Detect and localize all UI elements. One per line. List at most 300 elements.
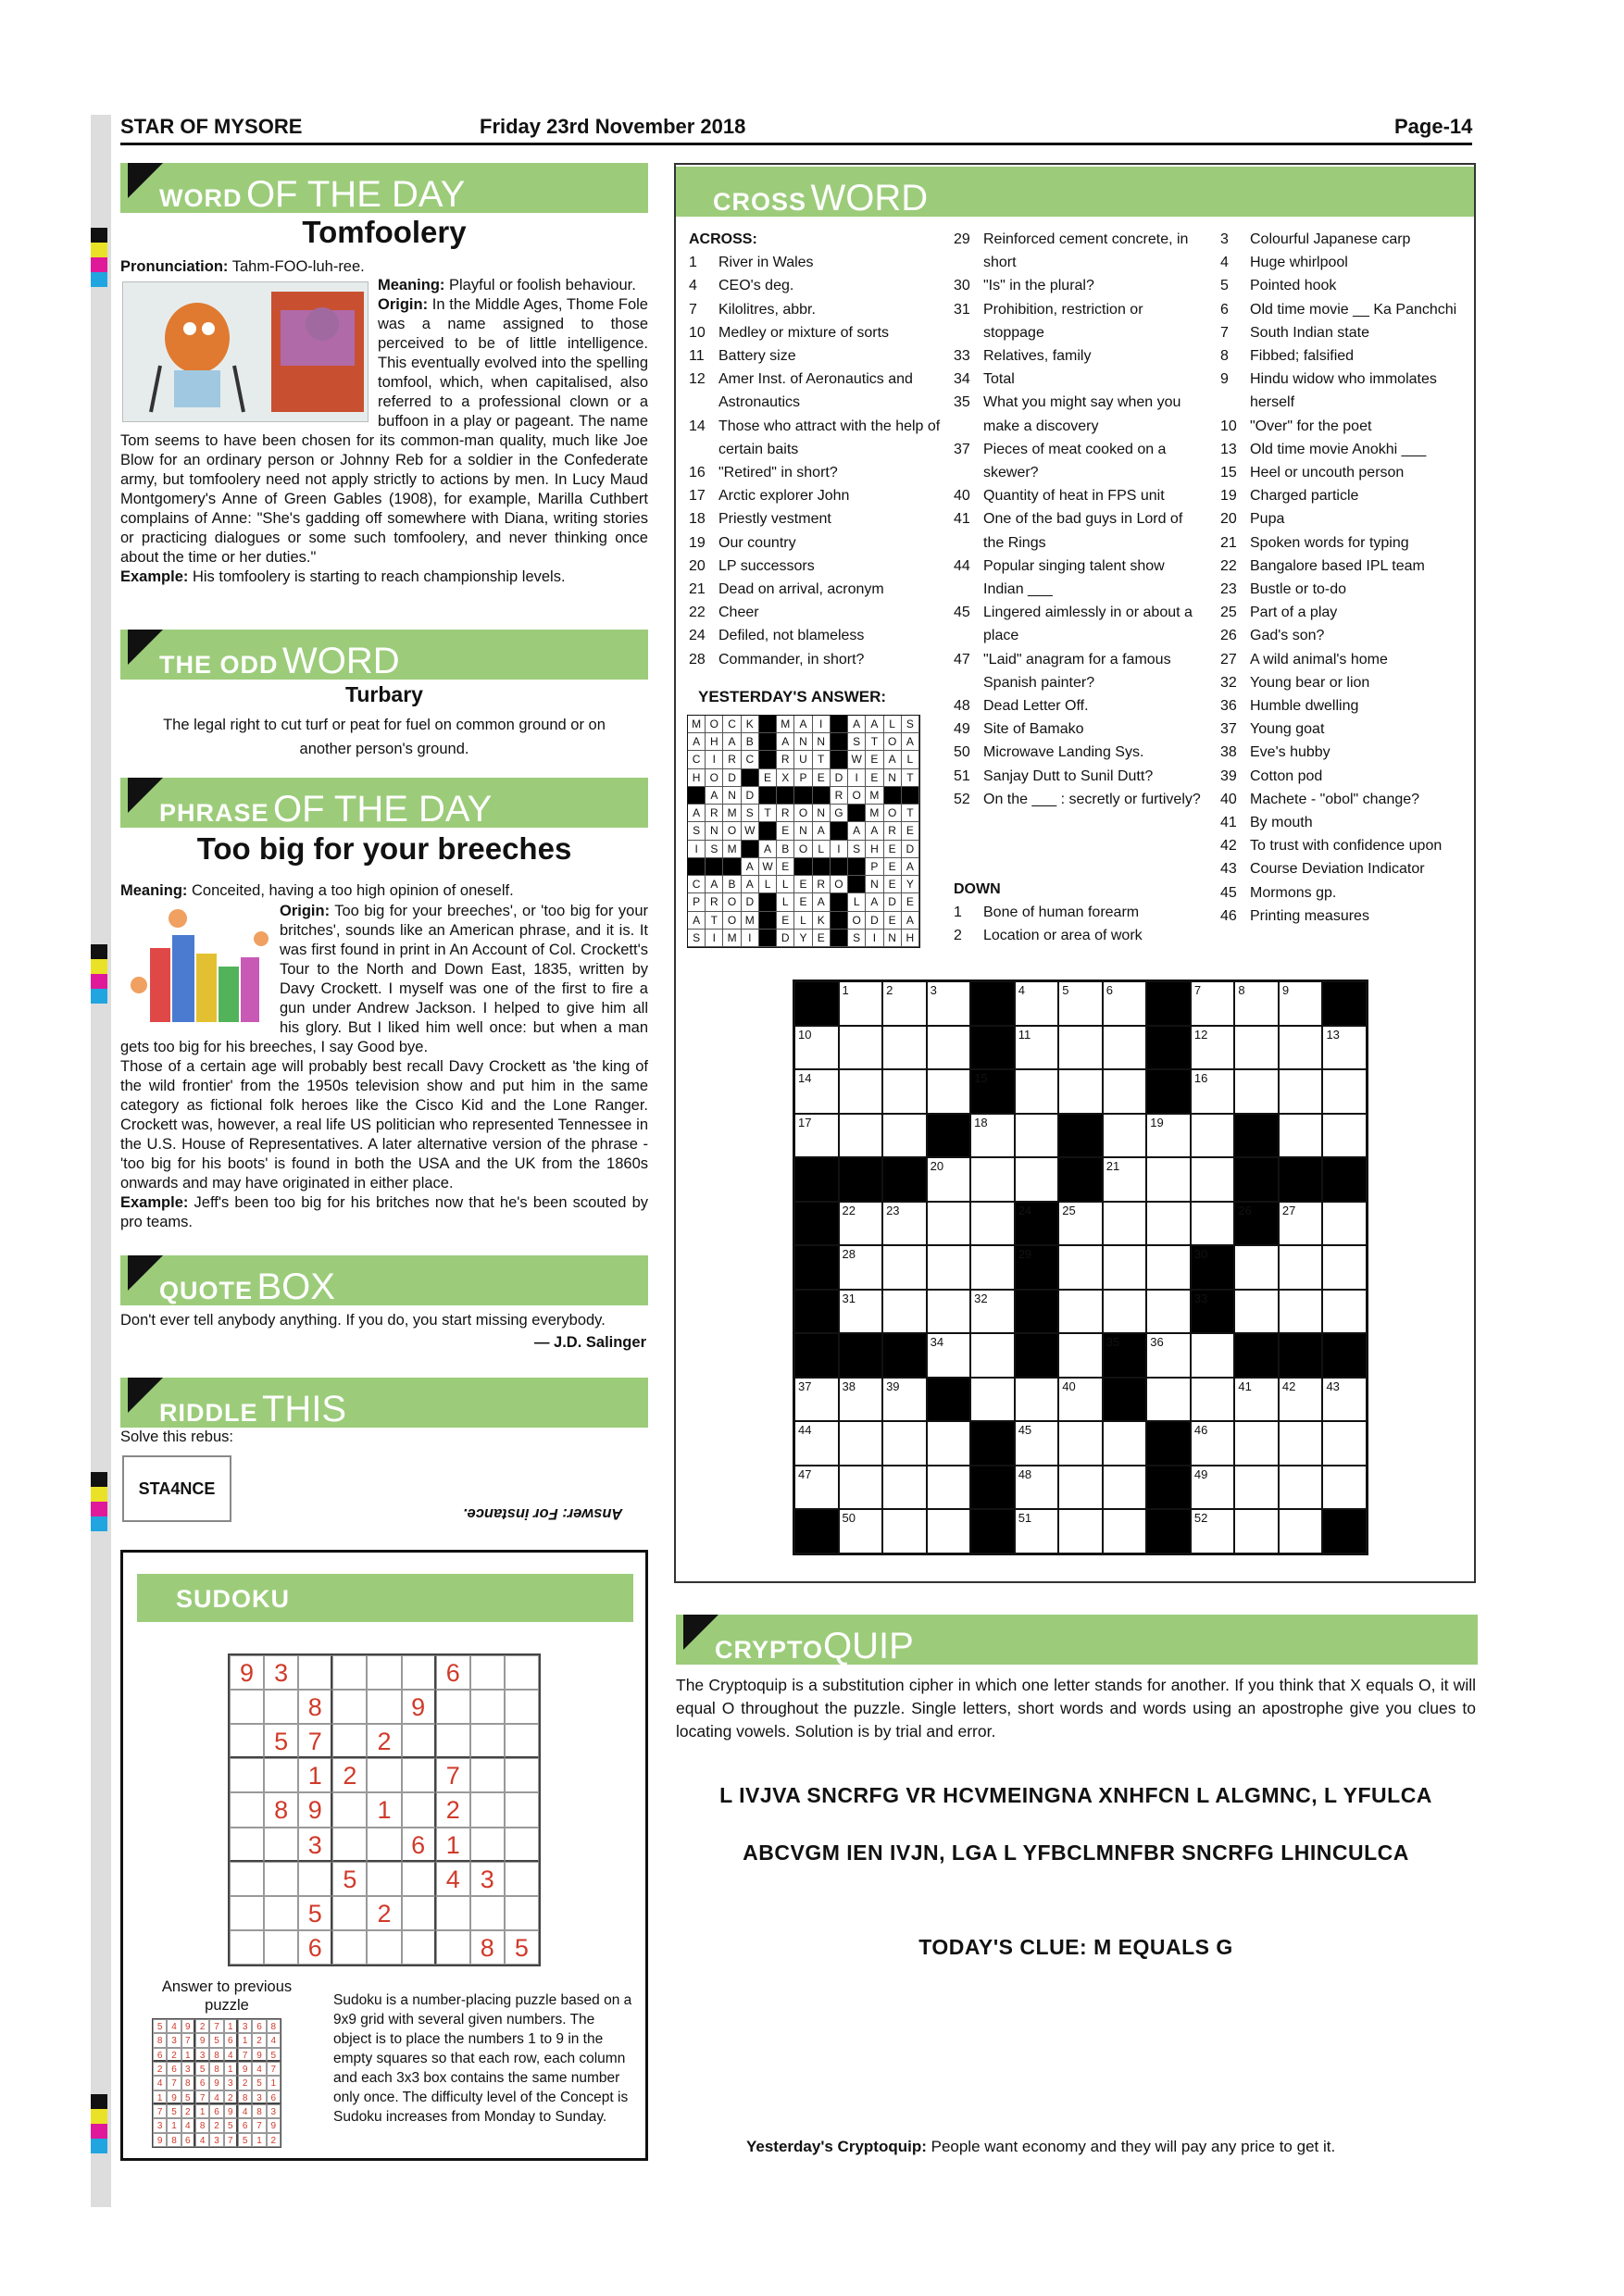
cryptoquip-intro: The Cryptoquip is a substitution cipher in which one letter stands for another. If you think that X equals O, it will equal O throughout the puzzle. Single letters, short words and words using an apostrophe give you clues to locating vowels. Solution is by trial and error.	[676, 1676, 1476, 1741]
crossword-cell[interactable]: 28	[839, 1245, 883, 1290]
crossword-cell[interactable]	[1279, 1509, 1323, 1554]
sudoku-cell[interactable]	[470, 1724, 505, 1758]
crossword-cell[interactable]	[839, 1421, 883, 1466]
crossword-cell[interactable]: 51	[1015, 1509, 1059, 1554]
crossword-cell[interactable]	[1234, 1466, 1279, 1510]
sudoku-cell: 6	[252, 2019, 266, 2033]
yesterday-cell	[831, 733, 848, 751]
sudoku-cell: 3	[209, 2133, 223, 2147]
sudoku-cell: 7	[209, 2019, 223, 2033]
crossword-cell[interactable]	[1058, 1290, 1103, 1334]
clue-down2-37: 37 Young goat	[1220, 721, 1325, 738]
sudoku-cell[interactable]: 4	[436, 1862, 470, 1896]
crossword-cell[interactable]: 19	[1146, 1114, 1191, 1158]
crossword-cell[interactable]	[1234, 1069, 1279, 1114]
sudoku-cell[interactable]	[264, 1930, 298, 1965]
clue-down2-5: 5 Pointed hook	[1220, 278, 1337, 294]
crossword-cell[interactable]	[1058, 1509, 1103, 1554]
crossword-cell[interactable]	[1322, 1069, 1367, 1114]
sudoku-cell[interactable]	[332, 1724, 367, 1758]
crossword-cell[interactable]	[882, 1290, 927, 1334]
crossword-cell[interactable]	[1146, 1290, 1191, 1334]
crossword-block	[927, 1378, 971, 1422]
crossword-cell[interactable]: 34	[927, 1333, 971, 1378]
crossword-cell[interactable]	[1015, 1069, 1059, 1114]
yesterday-cell: U	[794, 751, 812, 768]
crossword-cell[interactable]: 22	[839, 1202, 883, 1246]
sudoku-cell[interactable]	[402, 1862, 436, 1896]
yesterday-cell: R	[706, 805, 723, 822]
crossword-cell[interactable]: 44	[794, 1421, 839, 1466]
crossword-cell[interactable]	[839, 1466, 883, 1510]
yesterday-cell: O	[884, 805, 902, 822]
sudoku-cell[interactable]	[402, 1896, 436, 1930]
crossword-cell[interactable]	[1279, 1245, 1323, 1290]
sudoku-cell: 6	[195, 2076, 209, 2090]
crossword-cell[interactable]: 37	[794, 1378, 839, 1422]
crossword-cell[interactable]	[839, 1114, 883, 1158]
sudoku-cell[interactable]	[367, 1862, 401, 1896]
yesterday-cell: C	[742, 751, 759, 768]
yesterday-cell: R	[706, 893, 723, 911]
sudoku-cell[interactable]	[470, 1896, 505, 1930]
crossword-cell[interactable]	[1146, 1378, 1191, 1422]
crossword-cell[interactable]: 20	[927, 1157, 971, 1202]
sudoku-cell[interactable]	[230, 1690, 264, 1724]
sudoku-cell[interactable]: 9	[230, 1655, 264, 1690]
crossword-cell[interactable]: 2	[882, 981, 927, 1026]
crossword-cell[interactable]	[839, 1069, 883, 1114]
crossword-cell[interactable]	[1103, 1466, 1147, 1510]
crossword-cell[interactable]	[1234, 1290, 1279, 1334]
crossword-cell[interactable]	[970, 1202, 1015, 1246]
sudoku-cell[interactable]: 9	[298, 1792, 332, 1827]
yesterday-cell: E	[777, 912, 794, 930]
sudoku-cell[interactable]	[402, 1758, 436, 1792]
crossword-cell[interactable]: 46	[1191, 1421, 1235, 1466]
yesterday-cell: S	[688, 822, 706, 840]
sudoku-cell[interactable]	[264, 1896, 298, 1930]
yesterday-cell: I	[866, 930, 883, 947]
sudoku-cell[interactable]	[505, 1655, 539, 1690]
colour-marks-1	[91, 228, 111, 287]
crossword-cell[interactable]	[927, 1069, 971, 1114]
crossword-cell[interactable]	[1058, 1245, 1103, 1290]
crossword-cell[interactable]	[1322, 1290, 1367, 1334]
sudoku-cell[interactable]	[505, 1896, 539, 1930]
crossword-cell[interactable]	[1279, 1290, 1323, 1334]
crossword-cell[interactable]	[970, 1378, 1015, 1422]
crossword-cell[interactable]: 27	[1279, 1202, 1323, 1246]
crossword-cell[interactable]	[1234, 1026, 1279, 1070]
crossword-cell[interactable]: 38	[839, 1378, 883, 1422]
yesterday-cell: I	[848, 769, 866, 787]
crossword-cell[interactable]	[1234, 1421, 1279, 1466]
sudoku-cell[interactable]	[298, 1862, 332, 1896]
sudoku-cell[interactable]: 2	[367, 1896, 401, 1930]
crossword-cell[interactable]	[1146, 1202, 1191, 1246]
sudoku-cell: 9	[167, 2090, 181, 2104]
clue-across-4: 4 CEO's deg.	[689, 278, 794, 294]
yesterday-cell: I	[831, 841, 848, 858]
sudoku-cell[interactable]	[230, 1792, 264, 1827]
crossword-cell[interactable]	[970, 1245, 1015, 1290]
clue-across2-37: 37 Pieces of meat cooked on a skewer?	[954, 441, 1167, 481]
crossword-cell[interactable]: 50	[839, 1509, 883, 1554]
crossword-cell[interactable]: 18	[970, 1114, 1015, 1158]
crossword-cell[interactable]: 40	[1058, 1378, 1103, 1422]
crossword-cell[interactable]	[927, 1466, 971, 1510]
sudoku-cell[interactable]: 3	[264, 1655, 298, 1690]
crossword-cell[interactable]	[1015, 1157, 1059, 1202]
sudoku-cell[interactable]	[332, 1828, 367, 1862]
crossword-cell[interactable]	[1234, 1245, 1279, 1290]
crossword-cell[interactable]	[1103, 1114, 1147, 1158]
crossword-cell[interactable]: 14	[794, 1069, 839, 1114]
yesterday-cell	[884, 787, 902, 805]
crossword-cell[interactable]	[882, 1466, 927, 1510]
sudoku-cell[interactable]	[230, 1758, 264, 1792]
yesterday-cell: L	[848, 893, 866, 911]
sudoku-cell[interactable]	[436, 1896, 470, 1930]
crossword-cell[interactable]	[1103, 1026, 1147, 1070]
crossword-cell[interactable]	[1015, 1114, 1059, 1158]
crossword-cell[interactable]	[1146, 1157, 1191, 1202]
sudoku-cell[interactable]: 3	[298, 1828, 332, 1862]
yesterday-cell: N	[794, 733, 812, 751]
sudoku-cell[interactable]	[298, 1655, 332, 1690]
yesterday-crossword-grid	[687, 715, 920, 948]
crossword-cell[interactable]: 17	[794, 1114, 839, 1158]
crossword-cell[interactable]	[1058, 1069, 1103, 1114]
sudoku-cell[interactable]: 2	[367, 1724, 401, 1758]
crossword-cell[interactable]	[882, 1245, 927, 1290]
sudoku-cell: 7	[252, 2118, 266, 2132]
yesterday-cell: B	[723, 876, 741, 893]
sudoku-cell[interactable]: 6	[402, 1828, 436, 1862]
yesterday-cell: S	[706, 841, 723, 858]
yesterday-cell: B	[742, 733, 759, 751]
sudoku-cell[interactable]: 5	[298, 1896, 332, 1930]
yesterday-cell	[831, 751, 848, 768]
crossword-cell[interactable]	[1103, 1245, 1147, 1290]
odd-word-title: Turbary	[345, 682, 423, 706]
sudoku-cell[interactable]	[402, 1724, 436, 1758]
crossword-block	[970, 981, 1015, 1026]
crossword-cell[interactable]	[927, 1509, 971, 1554]
colour-marks-2	[91, 944, 111, 1004]
crossword-cell[interactable]: 6	[1103, 981, 1147, 1026]
sudoku-cell[interactable]	[367, 1828, 401, 1862]
sudoku-cell[interactable]	[470, 1792, 505, 1827]
crossword-cell[interactable]: 39	[882, 1378, 927, 1422]
sudoku-cell[interactable]: 8	[298, 1690, 332, 1724]
crossword-cell[interactable]	[1103, 1509, 1147, 1554]
sudoku-cell[interactable]	[470, 1828, 505, 1862]
sudoku-cell[interactable]	[230, 1930, 264, 1965]
crossword-block: 35	[1103, 1333, 1147, 1378]
yesterday-cell	[831, 912, 848, 930]
crossword-cell[interactable]: 47	[794, 1466, 839, 1510]
sudoku-cell[interactable]	[332, 1655, 367, 1690]
clue-down2-21: 21 Spoken words for typing	[1220, 534, 1409, 551]
crossword-cell[interactable]	[1234, 1509, 1279, 1554]
crossword-cell[interactable]: 10	[794, 1026, 839, 1070]
sudoku-cell[interactable]	[264, 1758, 298, 1792]
crossword-cell[interactable]: 41	[1234, 1378, 1279, 1422]
yesterday-cell: A	[866, 893, 883, 911]
yesterday-cell: E	[866, 751, 883, 768]
cryptoquip-line-1: L IVJVA SNCRFG VR HCVMEINGNA XNHFCN L ALGMNC, L YFULCA	[719, 1783, 1432, 1807]
crossword-cell[interactable]: 16	[1191, 1069, 1235, 1114]
crossword-block	[1058, 1114, 1103, 1158]
crossword-cell[interactable]	[1191, 1378, 1235, 1422]
sudoku-cell: 6	[224, 2033, 238, 2047]
clue-across2-50: 50 Microwave Landing Sys.	[954, 744, 1144, 761]
yesterday-cell: E	[813, 930, 831, 947]
crossword-cell[interactable]	[1322, 1466, 1367, 1510]
crossword-cell[interactable]	[1279, 1114, 1323, 1158]
clue-across2-33: 33 Relatives, family	[954, 348, 1092, 365]
sudoku-cell: 5	[209, 2033, 223, 2047]
crossword-cell[interactable]	[1279, 1069, 1323, 1114]
sudoku-cell[interactable]	[332, 1930, 367, 1965]
sudoku-cell[interactable]	[470, 1758, 505, 1792]
sudoku-cell[interactable]	[470, 1690, 505, 1724]
crossword-cell[interactable]	[927, 1421, 971, 1466]
crossword-cell[interactable]	[1058, 1466, 1103, 1510]
sudoku-cell[interactable]	[402, 1792, 436, 1827]
crossword-cell[interactable]: 11	[1015, 1026, 1059, 1070]
sudoku-cell: 1	[195, 2104, 209, 2118]
crossword-block	[839, 1333, 883, 1378]
crossword-cell[interactable]	[927, 1202, 971, 1246]
colour-marks-3	[91, 1472, 111, 1531]
issue-date: Friday 23rd November 2018	[480, 115, 746, 138]
crossword-cell[interactable]	[1191, 1333, 1235, 1378]
crossword-cell[interactable]	[1279, 1466, 1323, 1510]
crossword-cell[interactable]	[1015, 1378, 1059, 1422]
crossword-cell[interactable]	[927, 1245, 971, 1290]
crossword-cell[interactable]: 52	[1191, 1509, 1235, 1554]
crossword-cell[interactable]	[1103, 1069, 1147, 1114]
sudoku-cell[interactable]: 1	[298, 1758, 332, 1792]
sudoku-cell: 6	[153, 2048, 167, 2062]
sudoku-cell[interactable]	[230, 1828, 264, 1862]
clue-down2-3: 3 Colourful Japanese carp	[1220, 231, 1411, 247]
sudoku-cell: 6	[267, 2090, 281, 2104]
crossword-cell[interactable]	[1322, 1202, 1367, 1246]
sudoku-cell[interactable]	[436, 1690, 470, 1724]
crossword-cell[interactable]: 5	[1058, 981, 1103, 1026]
crossword-cell[interactable]: 23	[882, 1202, 927, 1246]
crossword-cell[interactable]	[1191, 1114, 1235, 1158]
sudoku-cell[interactable]: 7	[436, 1758, 470, 1792]
crossword-cell[interactable]	[1103, 1202, 1147, 1246]
yesterday-cell: R	[777, 805, 794, 822]
yesterday-cell: R	[813, 876, 831, 893]
crossword-cell[interactable]	[882, 1069, 927, 1114]
yesterday-cell: P	[688, 893, 706, 911]
crossword-cell[interactable]: 12	[1191, 1026, 1235, 1070]
crossword-cell[interactable]: 3	[927, 981, 971, 1026]
crossword-cell[interactable]: 36	[1146, 1333, 1191, 1378]
crossword-cell[interactable]: 13	[1322, 1026, 1367, 1070]
across-column-1: ACROSS: 1 River in Wales 4 CEO's deg. 7 Kilolitres, abbr. 10 Medley or mixture of sorts 11 Battery size 12 Amer Inst. of Aeronautics and Astronautics 14 Those who attract with the help of certain baits 16 "Retired" in short? 17 Arctic explorer John 18 Priestly vestment 19 Our country 20 LP successors 21 Dead on arrival, acronym 22 Cheer 24 Defiled, not blameless 28 Commander, in short?	[689, 228, 950, 671]
sudoku-cell[interactable]	[264, 1862, 298, 1896]
yesterday-cell: C	[688, 876, 706, 893]
crossword-cell[interactable]	[882, 1026, 927, 1070]
crossword-cell[interactable]: 45	[1015, 1421, 1059, 1466]
sudoku-cell[interactable]	[367, 1655, 401, 1690]
crossword-cell[interactable]	[1146, 1245, 1191, 1290]
crossword-cell[interactable]	[882, 1114, 927, 1158]
crossword-cell[interactable]	[970, 1157, 1015, 1202]
sudoku-cell[interactable]: 8	[470, 1930, 505, 1965]
crossword-cell[interactable]: 43	[1322, 1378, 1367, 1422]
crossword-cell[interactable]: 4	[1015, 981, 1059, 1026]
crossword-cell[interactable]: 9	[1279, 981, 1323, 1026]
sudoku-cell[interactable]	[264, 1690, 298, 1724]
yesterday-cell: W	[848, 751, 866, 768]
crossword-cell[interactable]	[839, 1026, 883, 1070]
yesterday-cell	[688, 858, 706, 876]
sudoku-cell[interactable]	[264, 1828, 298, 1862]
yesterday-cell: E	[884, 876, 902, 893]
sudoku-cell[interactable]: 9	[402, 1690, 436, 1724]
crossword-cell[interactable]: 8	[1234, 981, 1279, 1026]
crossword-cell[interactable]	[1322, 1245, 1367, 1290]
sudoku-cell[interactable]	[332, 1690, 367, 1724]
crossword-cell[interactable]	[970, 1333, 1015, 1378]
yesterday-cell: S	[742, 805, 759, 822]
sudoku-cell[interactable]	[505, 1828, 539, 1862]
yesterday-cell: Y	[902, 876, 919, 893]
crossword-grid	[793, 980, 1368, 1555]
sudoku-cell[interactable]	[402, 1930, 436, 1965]
sudoku-cell[interactable]	[367, 1930, 401, 1965]
crossword-cell[interactable]	[882, 1421, 927, 1466]
crossword-cell[interactable]	[1191, 1157, 1235, 1202]
crossword-cell[interactable]	[927, 1026, 971, 1070]
sudoku-cell[interactable]: 1	[367, 1792, 401, 1827]
sudoku-cell[interactable]	[332, 1792, 367, 1827]
crossword-cell[interactable]	[1322, 1421, 1367, 1466]
crossword-cell[interactable]	[1279, 1026, 1323, 1070]
yesterday-cell: I	[813, 716, 831, 733]
crossword-cell[interactable]: 25	[1058, 1202, 1103, 1246]
yesterday-cell: E	[902, 822, 919, 840]
sudoku-cell[interactable]	[505, 1690, 539, 1724]
crossword-cell[interactable]: 49	[1191, 1466, 1235, 1510]
sudoku-cell[interactable]	[505, 1792, 539, 1827]
yesterday-cell: O	[723, 912, 741, 930]
sudoku-cell: 5	[267, 2048, 281, 2062]
sudoku-cell: 8	[267, 2019, 281, 2033]
crossword-cell[interactable]	[1322, 1114, 1367, 1158]
sudoku-cell[interactable]	[505, 1758, 539, 1792]
sudoku-cell[interactable]	[367, 1758, 401, 1792]
sudoku-cell: 1	[238, 2033, 252, 2047]
crossword-cell[interactable]	[1279, 1421, 1323, 1466]
crossword-cell[interactable]: 21	[1103, 1157, 1147, 1202]
yesterday-cell: A	[902, 858, 919, 876]
sudoku-cell: 4	[224, 2048, 238, 2062]
sudoku-cell[interactable]	[436, 1724, 470, 1758]
sudoku-cell: 1	[167, 2118, 181, 2132]
clue-down2-43: 43 Course Deviation Indicator	[1220, 861, 1425, 878]
sudoku-cell[interactable]	[470, 1655, 505, 1690]
sudoku-cell[interactable]	[367, 1690, 401, 1724]
clue-down2-41: 41 By mouth	[1220, 815, 1313, 831]
sudoku-cell[interactable]: 2	[436, 1792, 470, 1827]
sudoku-cell[interactable]: 7	[298, 1724, 332, 1758]
sudoku-cell[interactable]: 5	[332, 1862, 367, 1896]
clue-across-14: 14 Those who attract with the help of certain baits	[689, 418, 941, 457]
sudoku-cell[interactable]	[332, 1896, 367, 1930]
clue-across-18: 18 Priestly vestment	[689, 511, 831, 528]
crossword-cell[interactable]: 42	[1279, 1378, 1323, 1422]
yesterday-cell: T	[813, 751, 831, 768]
crossword-block	[970, 1509, 1015, 1554]
crossword-block	[794, 1333, 839, 1378]
sudoku-cell: 2	[209, 2118, 223, 2132]
crossword-cell[interactable]	[1058, 1026, 1103, 1070]
yesterday-cell: O	[794, 841, 812, 858]
sudoku-cell[interactable]	[402, 1655, 436, 1690]
crossword-cell[interactable]	[1058, 1333, 1103, 1378]
yesterday-cell	[794, 858, 812, 876]
sudoku-cell[interactable]: 2	[332, 1758, 367, 1792]
crossword-cell[interactable]	[1058, 1421, 1103, 1466]
sudoku-cell[interactable]: 1	[436, 1828, 470, 1862]
clue-down2-25: 25 Part of a play	[1220, 605, 1338, 621]
crossword-cell[interactable]: 32	[970, 1290, 1015, 1334]
crossword-cell[interactable]	[1103, 1421, 1147, 1466]
crossword-block	[970, 1466, 1015, 1510]
crossword-block	[1146, 1509, 1191, 1554]
sudoku-cell[interactable]: 5	[505, 1930, 539, 1965]
crossword-cell[interactable]	[882, 1509, 927, 1554]
crossword-cell[interactable]	[1191, 1202, 1235, 1246]
sudoku-cell: 7	[238, 2048, 252, 2062]
crossword-cell[interactable]	[1103, 1290, 1147, 1334]
sudoku-cell[interactable]	[230, 1724, 264, 1758]
sudoku-cell[interactable]	[505, 1724, 539, 1758]
sudoku-cell[interactable]	[436, 1930, 470, 1965]
sudoku-cell: 3	[267, 2104, 281, 2118]
crossword-cell[interactable]: 1	[839, 981, 883, 1026]
crossword-block	[1146, 1421, 1191, 1466]
sudoku-cell[interactable]: 6	[436, 1655, 470, 1690]
sudoku-cell[interactable]: 5	[264, 1724, 298, 1758]
sudoku-cell[interactable]	[230, 1862, 264, 1896]
crossword-cell[interactable]: 7	[1191, 981, 1235, 1026]
sudoku-cell[interactable]: 8	[264, 1792, 298, 1827]
crossword-block	[794, 1509, 839, 1554]
yesterday-cell: W	[759, 858, 777, 876]
sudoku-cell[interactable]: 6	[298, 1930, 332, 1965]
crossword-cell[interactable]: 48	[1015, 1466, 1059, 1510]
yesterday-cell	[759, 751, 777, 768]
sudoku-cell[interactable]	[505, 1862, 539, 1896]
crossword-block	[1322, 1157, 1367, 1202]
crossword-cell[interactable]: 31	[839, 1290, 883, 1334]
sudoku-cell[interactable]: 3	[470, 1862, 505, 1896]
crossword-cell[interactable]	[927, 1290, 971, 1334]
sudoku-cell[interactable]	[230, 1896, 264, 1930]
word-of-day-body: Meaning: Playful or foolish behaviour. Origin: In the Middle Ages, Thome Fole was a name assigned to those perceived to be of little intelligence. This eventually evolved into the spelling tomfool, which, when capitalised, also referred to a professional clown or a buffoon in a play or pageant. The name Tom seems to have been chosen for its common-man quality, much like Joe Blow for an ordinary person or Johnny Reb for a soldier in the Confederate army, but tomfoolery need not apply strictly to actions by men. In Lucy Maud Montgomery's Anne of Green Gables (1908), for example, Marilla Cuthbert complains of Anne: "She's gadding off somewhere with Diana, writing stories or practicing dialogues or some such tomfoolery, and never thinking once about the time or her duties." Example: His tomfoolery is starting to reach championship levels.	[120, 277, 648, 585]
